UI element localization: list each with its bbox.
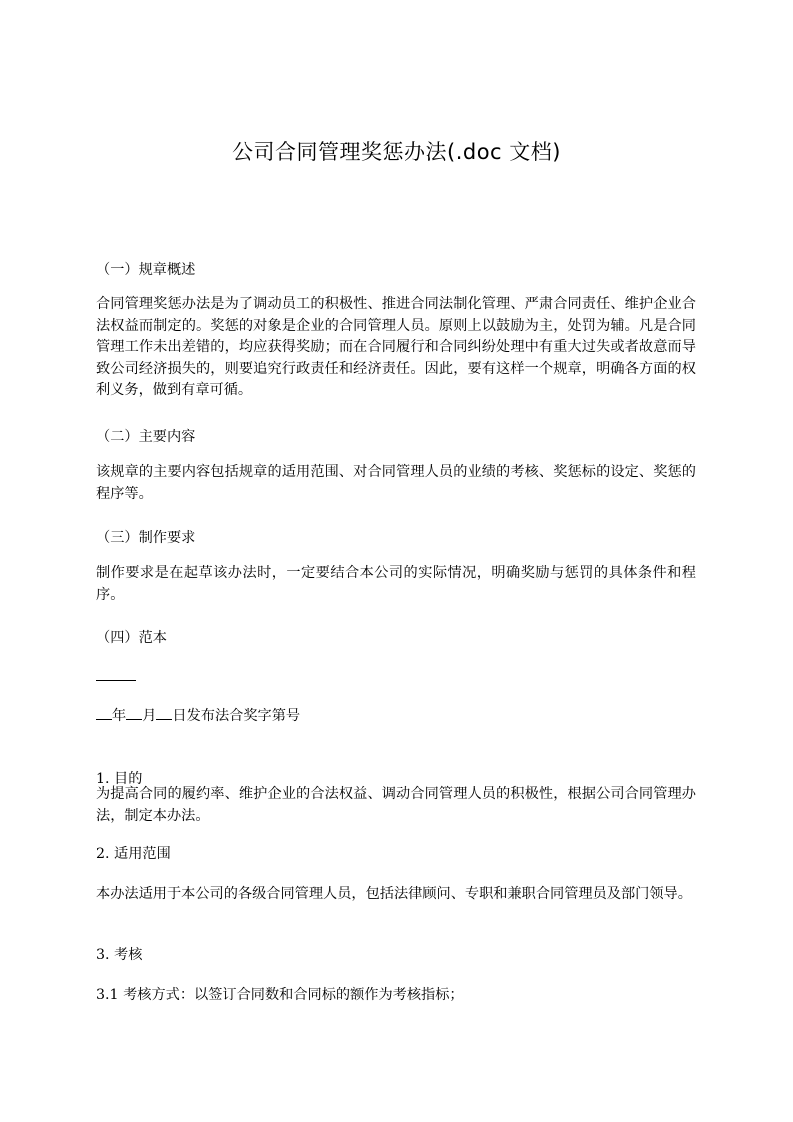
item2-body: 本办法适用于本公司的各级合同管理人员，包括法律顾问、专职和兼职合同管理员及部门领导。 [96,886,692,902]
date-month-label: 月 [142,708,157,724]
date-year-label: 年 [112,708,127,724]
date-line [96,705,696,728]
section-body-requirements: 制作要求是在起草该办法时，一定要结合本公司的实际情况，明确奖励与惩罚的具体条件和程序。 [96,565,696,603]
item3-heading: 3. 考核 [96,947,143,963]
date-rest-label: 日发布法合奖字第号 [172,708,301,724]
item3-1: 3.1 考核方式：以签订合同数和合同标的额作为考核指标； [96,987,464,1003]
section-heading-requirements: （三）制作要求 [96,530,196,546]
month-blank [126,705,142,720]
section-heading-main-content: （二）主要内容 [96,429,196,445]
blank-underline [96,680,136,681]
item1-body: 为提高合同的履约率、维护企业的合法权益、调动合同管理人员的积极性，根据公司合同管理办法，制定本办法。 [96,786,696,824]
section-body-overview: 合同管理奖惩办法是为了调动员工的积极性、推进合同法制化管理、严肃合同责任、维护企业合法权益而制定的。奖惩的对象是企业的合同管理人员。原则上以鼓励为主，处罚为辅。凡是合同管理工作未出差错的，均应获得奖励；而在合同履行和合同纠纷处理中有重大过失或者故意而导致公司经济损失的，则要追究行政责任和经济责任。因此，要有这样一个规章，明确各方面的权利义务，做到有章可循。 [96,296,696,398]
day-blank [156,705,172,720]
section-heading-overview: （一）规章概述 [96,262,196,278]
document-title: 公司合同管理奖惩办法(.doc 文档) [232,140,561,164]
item1-heading: 1. 目的 [96,771,143,787]
year-blank [96,705,112,720]
section-heading-template: （四）范本 [96,630,167,646]
section-body-main-content: 该规章的主要内容包括规章的适用范围、对合同管理人员的业绩的考核、奖惩标的设定、奖惩的程序等。 [96,464,696,502]
item2-heading: 2. 适用范围 [96,846,171,862]
